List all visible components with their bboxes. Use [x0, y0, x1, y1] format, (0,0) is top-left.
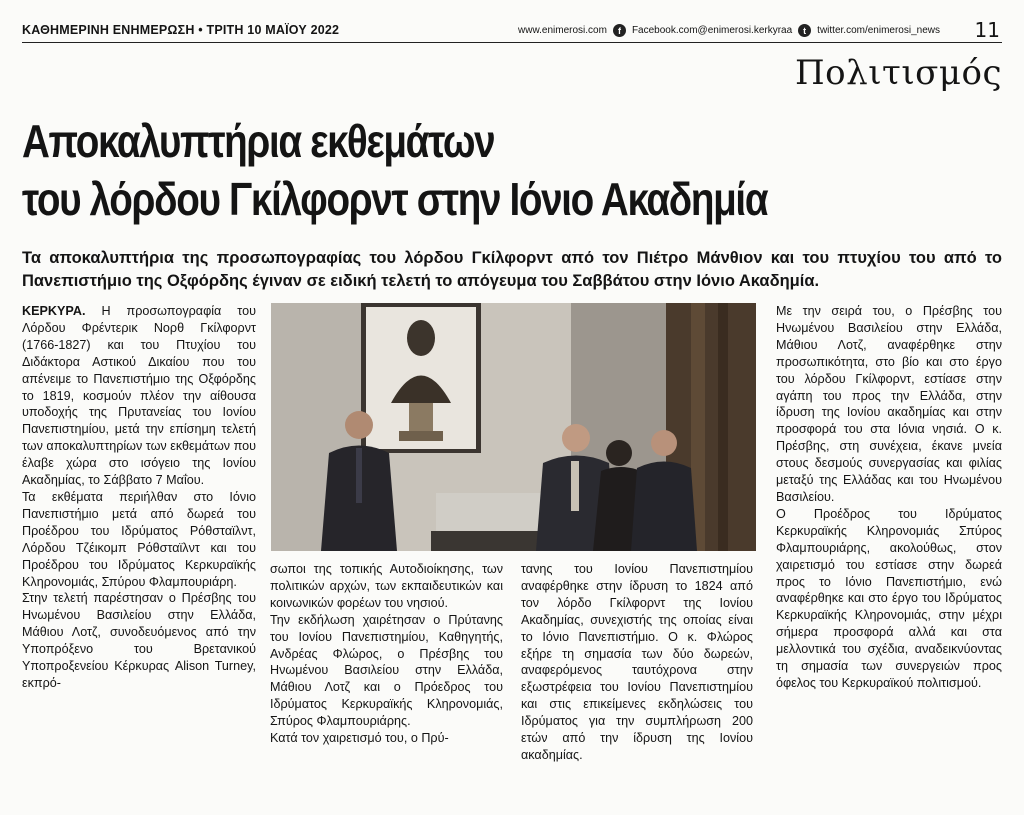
section-title: Πολιτισμός	[795, 53, 1002, 93]
twitter-icon: t	[798, 24, 811, 37]
column-3	[521, 561, 753, 764]
paragraph: Την εκδήλωση χαιρέτησαν ο Πρύτανης του Ιονίου Πανεπιστημίου, Καθηγητής, Ανδρέας Φλώρος, ο Πρέσβης του Ηνωμένου Βασιλείου στην Ελλάδα, Μάθιου Λοτζ και ο Πρόεδρος του Ιδρύματος Κερκυραϊκής Κληρονομιάς, Σπύρος Φλαμπουριάρης.	[270, 612, 503, 729]
paragraph: τανης του Ιονίου Πανεπιστημίου αναφέρθηκε στην ίδρυση το 1824 από τον λόρδο Γκίλφορντ της Ιονίου Ακαδημίας, συνεχιστής της οποίας είναι το Ιόνιο Πανεπιστήμιο. Ο κ. Φλώρος εξήρε τη σημασία των δύο δωρεών, αναφερόμενος ταυτόχρονα στην εξωστρέφεια του Ιονίου Πανεπιστημίου και στις επικείμενες εκδηλώσεις του Ιδρύματος για την συμπλήρωση 200 ετών από την ίδρυση της Ιονίου ακαδημίας.	[521, 562, 753, 762]
header-links	[518, 24, 940, 37]
paragraph	[22, 303, 256, 489]
headline-line-2: του λόρδου Γκίλφορντ στην Ιόνιο Ακαδημία	[22, 173, 768, 225]
facebook-icon: f	[613, 24, 626, 37]
paragraph: Ο Προέδρος του Ιδρύματος Κερκυραϊκής Κληρονομιάς Σπύρος Φλαμπουριάρης, ακολούθως, στον χαιρετισμό του εστίασε στην δωρεά προς το Ιόνιο Πανεπιστήμιο, ενώ αναφέρθηκε και στο έργο του Ιδρύματος Κερκυραϊκής Κληρονομιάς, στην μέχρι σήμερα προσφορά αλλά και στα μελλοντικά του σχέδια, αναδεικνύοντας τη σημασία των συνεργειών προς όφελος του Κερκυραϊκού πολιτισμού.	[776, 506, 1002, 690]
twitter-link[interactable]: twitter.com/enimerosi_news	[817, 25, 940, 36]
column-2	[270, 561, 503, 747]
paragraph: Στην τελετή παρέστησαν ο Πρέσβης του Ηνωμένου Βασιλείου στην Ελλάδα, Μάθιου Λοτζ, συνοδευόμενος από την Υποπρόξενο του Βρετανικού Υποπροξενείου Κέρκυρας Alison Turney, εκπρό-	[22, 591, 256, 690]
publication-dateline: ΚΑΘΗΜΕΡΙΝΗ ΕΝΗΜΕΡΩΣΗ • ΤΡΙΤΗ 10 ΜΑΪΟΥ 2022	[22, 23, 340, 37]
paragraph: Τα εκθέματα περιήλθαν στο Ιόνιο Πανεπιστήμιο μετά από δωρεά του Προέδρου του Ιδρύματος Ρόθσταϊλντ, Λόρδου Τζέικομπ Ρόθσταϊλντ και του Προέδρου του Ιδρύματος Κερκυραϊκής Κληρονομιάς, Σπύρου Φλαμπουριάρη.	[22, 489, 256, 589]
paragraph: σωποι της τοπικής Αυτοδιοίκησης, των πολιτικών αρχών, των εκπαιδευτικών και κοινωνικών φορέων του νησιού.	[270, 562, 503, 610]
facebook-link[interactable]: Facebook.com@enimerosi.kerkyraa	[631, 25, 793, 36]
paragraph-text: Η προσωπογραφία του Λόρδου Φρέντερικ Νορθ Γκίλφορντ (1766-1827) και του Πτυχίου του Διδάκτορα Αστικού Δικαίου που του απένειμε το Πανεπιστήμιο της Οξφόρδης το 1819, κοσμούν πλέον την αίθουσα υποδοχής της Πρυτανείας του Ιονίου Πανεπιστημίου, μετά την επίσημη τελετή των αποκαλυπτηρίων των εκθεμάτων που έλαβε χώρα στο ισόγειο της Ιονίου Ακαδημίας, το Σάββατο 7 Μαΐου.	[22, 304, 256, 488]
paragraph: Με την σειρά του, ο Πρέσβης του Ηνωμένου Βασιλείου στην Ελλάδα, Μάθιου Λοτζ, αναφέρθηκε στην προσωπικότητα, στο βίο και στο έργο του λόρδου Γκίλφορντ, εστίασε στην αγάπη του προς την Ελλάδα, στην ίδρυση της Ιονίου ακαδημίας και στην προσφορά του στα Ιόνια νησιά. Ο κ. Πρέσβης, στη συνέχεια, έκανε μνεία στους δεσμούς συνεργασίας και φιλίας μεταξύ της Ελλάδας και του Ηνωμένου Βασιλείου.	[776, 304, 1002, 504]
column-1	[22, 303, 256, 692]
article-lead: Τα αποκαλυπτήρια της προσωπογραφίας του λόρδου Γκίλφορντ από τον Πιέτρο Μάνθιον και του πτυχίου του από το Πανεπιστήμιο της Οξφόρδης έγιναν σε ειδική τελετή το απόγευμα του Σαββάτου στην Ιόνιο Ακαδημία.	[22, 249, 1002, 290]
paragraph: Κατά τον χαιρετισμό του, ο Πρύ-	[270, 731, 449, 746]
page-header	[22, 18, 1002, 43]
dateline: ΚΕΡΚΥΡΑ.	[22, 304, 86, 318]
article-headline	[22, 112, 845, 228]
website-link[interactable]: www.enimerosi.com	[518, 25, 607, 36]
photo-illustration	[271, 303, 756, 551]
page-number: 11	[974, 18, 1000, 42]
column-4	[776, 303, 1002, 692]
headline-line-1: Αποκαλυπτήρια εκθεμάτων	[22, 115, 495, 167]
article-photo	[271, 303, 756, 551]
